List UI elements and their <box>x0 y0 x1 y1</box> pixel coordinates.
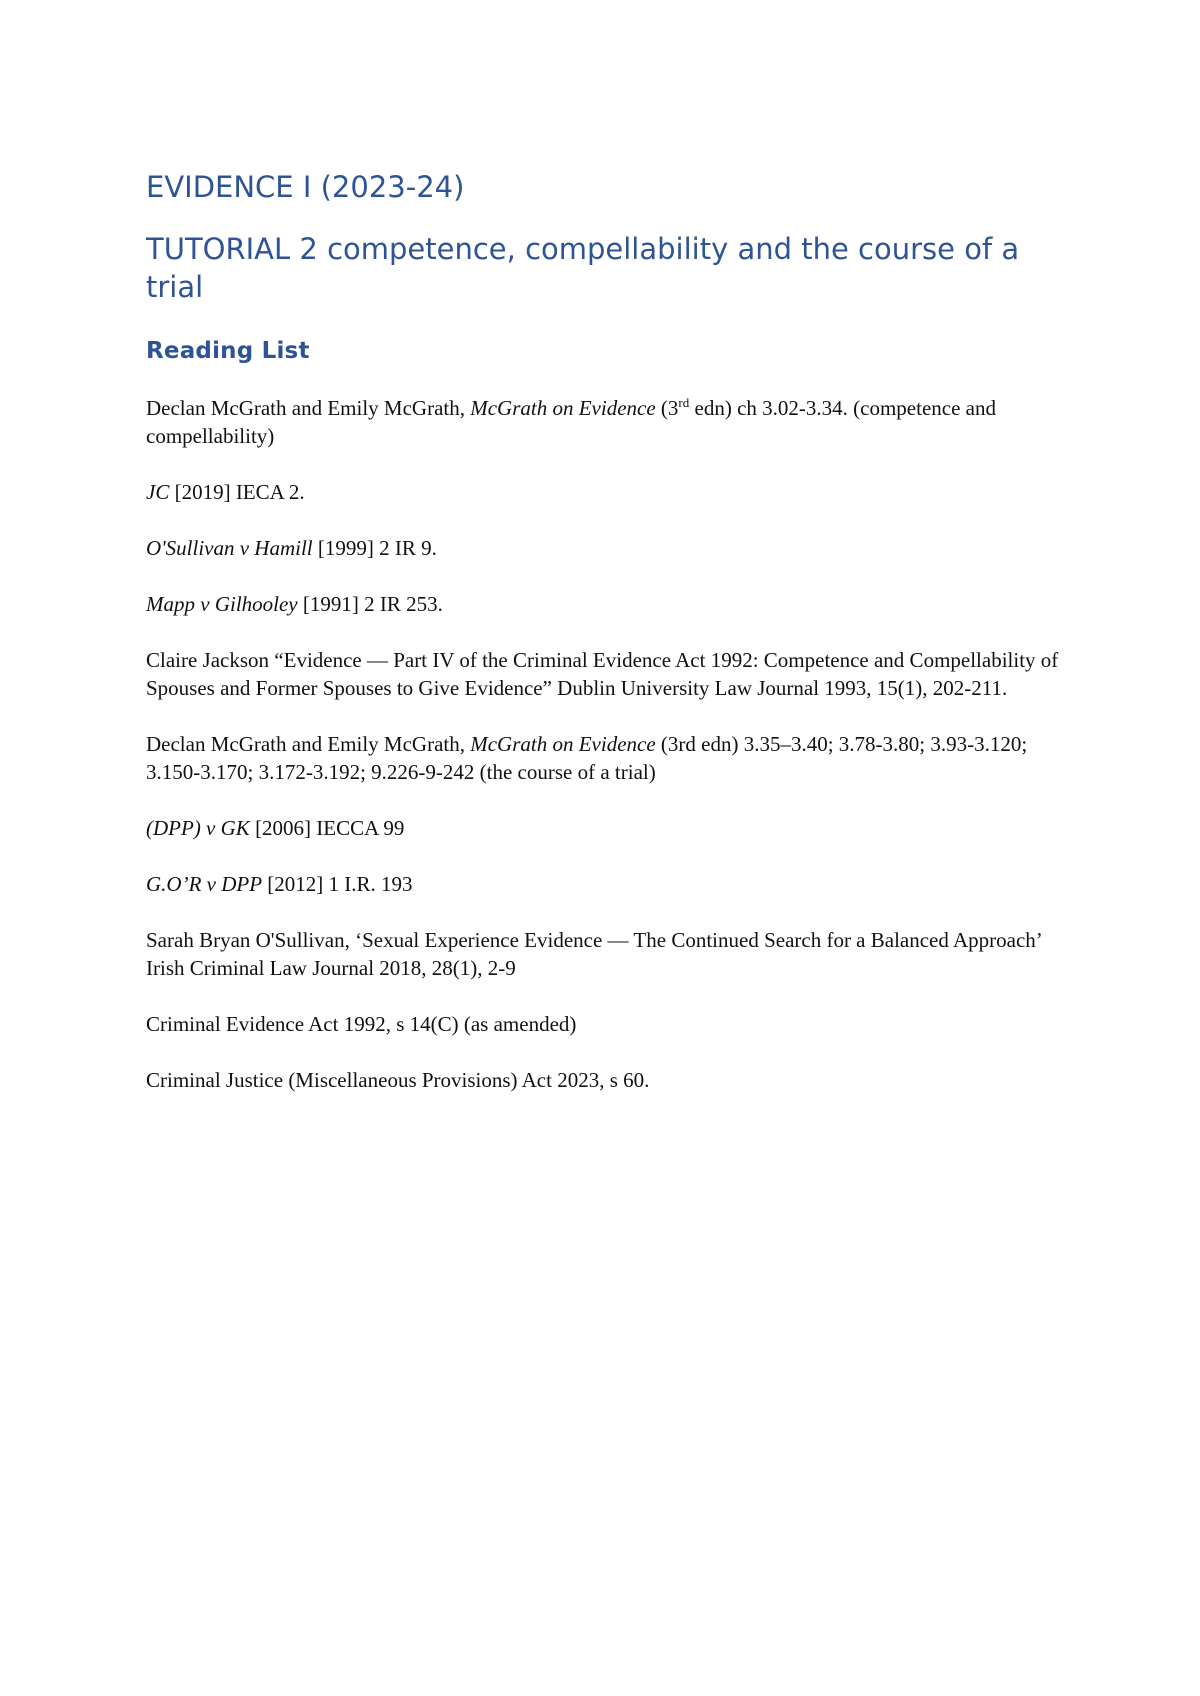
reading-list-item <box>146 926 1066 982</box>
citation-text: [1999] 2 IR 9. <box>312 536 437 560</box>
citation-text: edn) ch 3.02-3.34. (competence and compellability) <box>146 396 996 448</box>
citation-text: [2006] IECCA 99 <box>249 816 405 840</box>
reading-list-item <box>146 646 1066 702</box>
document-title: EVIDENCE I (2023-24) <box>146 170 465 204</box>
reading-list-item <box>146 394 1066 450</box>
reading-list-item <box>146 1010 1066 1038</box>
citation-text: Declan McGrath and Emily McGrath, <box>146 732 471 756</box>
reading-list-item <box>146 814 1066 842</box>
citation-text: Claire Jackson “Evidence — Part IV of the Criminal Evidence Act 1992: Competence and Compellability of Spouses and Former Spouses to Give Evidence” Dublin University Law Journal 1993, 15(1), 202-211. <box>146 648 1059 700</box>
reading-list-item <box>146 590 1066 618</box>
citation-title: McGrath on Evidence <box>470 396 656 420</box>
citation-text: [2019] IECA 2. <box>169 480 305 504</box>
citation-title: O'Sullivan v Hamill <box>146 536 313 560</box>
citation-title: JC <box>146 480 170 504</box>
reading-list-item <box>146 534 1066 562</box>
ordinal-superscript: rd <box>678 395 690 410</box>
citation-title: G.O’R v DPP <box>146 872 263 896</box>
citation-text: [2012] 1 I.R. 193 <box>262 872 413 896</box>
citation-text: Sarah Bryan O'Sullivan, ‘Sexual Experience Evidence — The Continued Search for a Balanced Approach’ Irish Criminal Law Journal 2018, 28(1), 2-9 <box>146 928 1042 980</box>
tutorial-subtitle: TUTORIAL 2 competence, compellability and the course of a trial <box>146 232 1020 304</box>
citation-text: Declan McGrath and Emily McGrath, <box>146 396 471 420</box>
citation-title: McGrath on Evidence <box>470 732 656 756</box>
page-content <box>146 168 1066 1122</box>
citation-text: (3rd edn) 3.35–3.40; 3.78-3.80; 3.93-3.120; 3.150-3.170; 3.172-3.192; 9.226-9-242 (the course of a trial) <box>146 732 1028 784</box>
reading-list <box>146 394 1066 1094</box>
citation-title: (DPP) v GK <box>146 816 250 840</box>
citation-title: Mapp v Gilhooley <box>146 592 298 616</box>
citation-text: (3 <box>655 396 679 420</box>
citation-text: [1991] 2 IR 253. <box>297 592 443 616</box>
reading-list-item <box>146 870 1066 898</box>
reading-list-item <box>146 730 1066 786</box>
citation-text: Criminal Evidence Act 1992, s 14(C) (as amended) <box>146 1012 577 1036</box>
reading-list-item <box>146 478 1066 506</box>
citation-text: Criminal Justice (Miscellaneous Provisions) Act 2023, s 60. <box>146 1068 650 1092</box>
reading-list-item <box>146 1066 1066 1094</box>
reading-list-heading: Reading List <box>146 338 310 364</box>
